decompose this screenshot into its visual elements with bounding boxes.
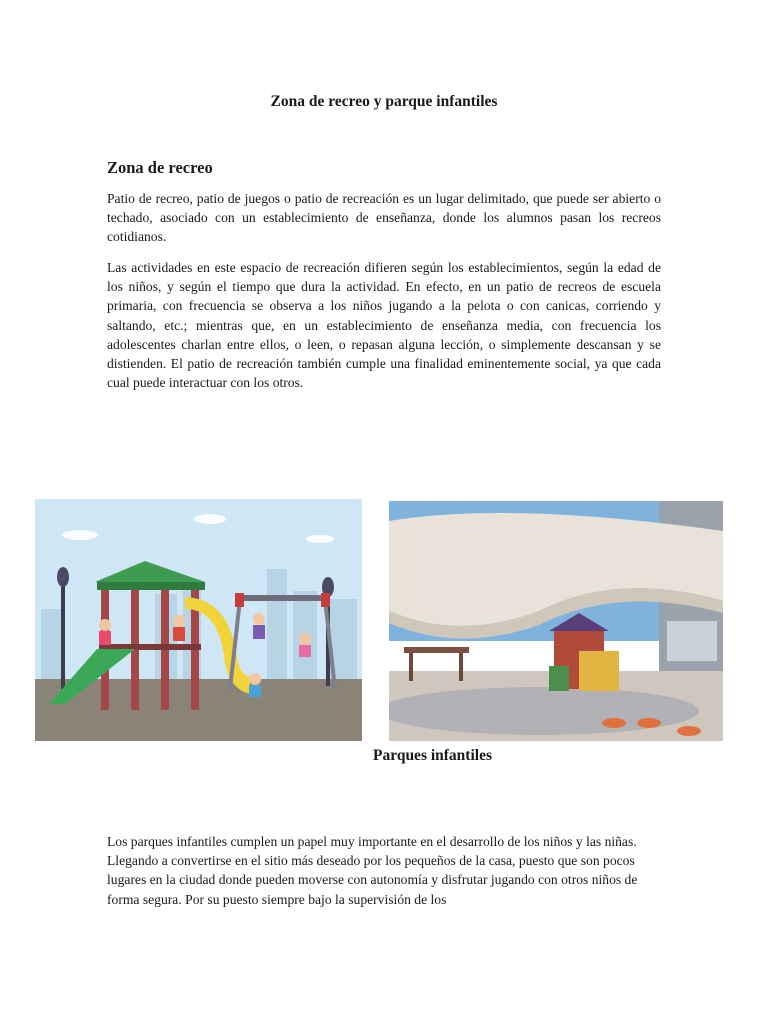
- paragraph: Las actividades en este espacio de recreación difieren según los establecimientos, según la edad de los niños, y según el tiempo que dura la actividad. En efecto, en un patio de recreos de escuela primaria, con frecuencia se observa a los niños jugando a la pelota o con canicas, corriendo y saltando, etc.; mientras que, en un establecimiento de enseñanza media, con frecuencia los adolescentes charlan entre ellos, o leen, o repasan alguna lección, o simplemente descansan y se distienden. El patio de recreación también cumple una finalidad eminentemente social, ya que cada cual puede interactuar con los otros.: [107, 260, 661, 391]
- shaded-playground-photo-image: [389, 501, 723, 741]
- image-caption: Parques infantiles: [373, 747, 492, 764]
- document-title: Zona de recreo y parque infantiles: [270, 93, 498, 110]
- paragraph: Patio de recreo, patio de juegos o patio de recreación es un lugar delimitado, que puede ser abierto o techado, asociado con un establecimiento de enseñanza, donde los alumnos pasan los recreos cotidianos.: [107, 191, 661, 245]
- section-heading: Zona de recreo: [107, 158, 213, 177]
- playground-illustration-image: [35, 499, 362, 741]
- paragraph: Los parques infantiles cumplen un papel muy importante en el desarrollo de los niños y las niñas. Llegando a convertirse en el sitio más deseado por los pequeños de la casa, puesto que son pocos lugares en la ciudad donde pueden moverse con autonomía y disfrutar jugando con otros niños de forma segura. Por su puesto siempre bajo la supervisión de los: [107, 834, 638, 907]
